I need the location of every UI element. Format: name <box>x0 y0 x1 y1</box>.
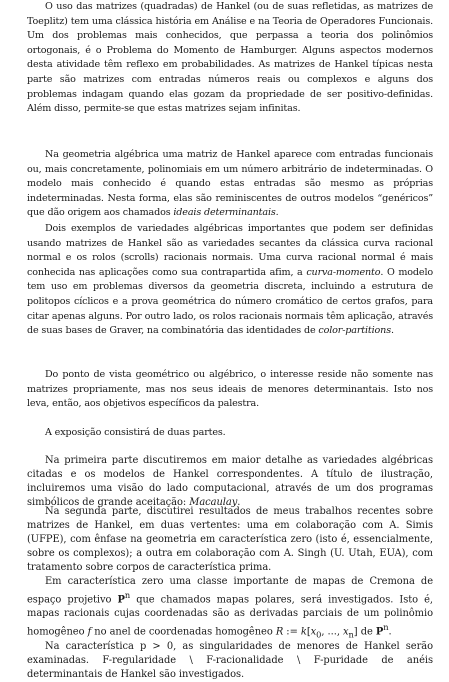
paragraph-characteristic-p <box>27 640 433 682</box>
superscript: n <box>124 589 131 600</box>
paragraph-text: Dois exemplos de variedades algébricas importantes que podem ser definidas usando matrizes de Hankel são as variedades secantes da clássica curva racional normal e os rolos (scrolls) racionais normais. Uma curva racional normal é mais conhecida nas aplicações como sua contrapartida afim, a <box>27 223 433 278</box>
emphasis-color-partitions: color-partitions <box>318 325 391 337</box>
paragraph-algebraic-geometry <box>27 148 433 221</box>
math-symbol: R <box>275 626 284 638</box>
superscript: n <box>383 622 389 633</box>
paragraph-text: ] de <box>353 626 376 638</box>
paragraph-point-of-view <box>27 368 433 412</box>
math-symbol: x <box>343 626 349 638</box>
paragraph-text: . <box>390 325 394 337</box>
paragraph-exposition <box>27 426 433 441</box>
paragraph-text: Na primeira parte discutiremos em maior detalhe as variedades algébricas citadas e os modelos de Hankel correspondentes. A título de ilustração, incluiremos uma visão do lado computacional, através de um dos programas simbólicos de grande aceitação: <box>27 455 433 508</box>
emphasis-macaulay: Macaulay <box>189 496 238 508</box>
paragraph-text: [ <box>306 626 311 638</box>
math-symbol: f <box>87 626 92 638</box>
paragraph-text: Na segunda parte, discutirei resultados de meus trabalhos recentes sobre matrizes de Hankel, em duas vertentes: uma em colaboração com A. Simis (UFPE), com ênfase na geometria em característica zero (isto é, essencialmente, sobre os complexos); a outra em colaboração com A. Singh (U. Utah, EUA), com tratamento sobre corpos de característica prima. <box>27 506 433 573</box>
math-symbol: x <box>310 626 317 638</box>
paragraph-text: , ..., <box>321 626 343 638</box>
paragraph-text: . <box>237 496 241 508</box>
paragraph-text: . <box>388 626 392 638</box>
paragraph-examples <box>27 222 433 339</box>
paragraph-text: A exposição consistirá de duas partes. <box>45 427 226 438</box>
projective-space-symbol: P <box>375 626 384 638</box>
subscript: 0 <box>316 629 322 640</box>
paragraph-text: . <box>275 207 279 219</box>
paragraph-cremona-maps <box>27 575 433 642</box>
paragraph-text: no anel de coordenadas homogêneo <box>91 626 276 638</box>
paragraph-hankel-history <box>27 0 433 117</box>
subscript: n <box>348 629 354 640</box>
paragraph-second-part <box>27 505 433 575</box>
paragraph-text: que chamados mapas polares, será investigados. Isto é, mapas racionais cujas coordenadas são as derivadas parciais de um polinômio homogêneo <box>27 594 433 638</box>
paragraph-text: . O modelo tem uso em problemas diversos da geometria discreta, incluindo a estrutura de politopos cíclicos e a prova geométrica do número cromático de certos grafos, para citar apenas alguns. Por outro lado, os rolos racionais normais têm aplicação, através de suas bases de Graver, na combinatória das identidades de <box>27 266 433 337</box>
emphasis-curva-momento: curva-momento <box>306 266 381 278</box>
emphasis-ideais-determinantais: ideais determinantais <box>173 207 276 219</box>
paragraph-text: Em característica zero uma classe importante de mapas de Cremona de espaço projetivo <box>27 576 433 606</box>
paragraph-first-part <box>27 454 433 510</box>
paragraph-text: Na característica p > 0, as singularidades de menores de Hankel serão examinadas. F-regularidade \ F-racionalidade \ F-puridade de anéis determinantais de Hankel são investigados. <box>27 641 433 680</box>
paragraph-text: Do ponto de vista geométrico ou algébrico, o interesse reside não somente nas matrizes propriamente, mas nos seus ideais de menores determinantais. Isto nos leva, então, aos objetivos específicos da palestra. <box>27 369 433 410</box>
projective-space-symbol: P <box>117 594 125 606</box>
math-symbol: k <box>300 626 307 638</box>
paragraph-text: Na geometria algébrica uma matriz de Hankel aparece com entradas funcionais ou, mais concretamente, polinomiais em um número arbitrário de indeterminadas. O modelo mais conhecido é quando estas entradas são mesmo as próprias indeterminadas. Nesta forma, elas são reminiscentes de outros modelos “genéricos” que dão origem aos chamados <box>27 149 433 219</box>
paragraph-text: O uso das matrizes (quadradas) de Hankel (ou de suas refletidas, as matrizes de Toeplitz) tem uma clássica história em Análise e na Teoria de Operadores Funcionais. Um dos problemas mais conhecidos, que perpassa a teoria dos polinômios ortogonais, é o Problema do Momento de Hamburger. Alguns aspectos modernos desta atividade têm reflexo em probabilidades. As matrizes de Hankel típicas nesta parte são matrizes com entradas números reais ou complexos e alguns dos problemas indagam quando elas gozam da propriedade de ser positivo-definidas. Além disso, permite-se que estas matrizes sejam infinitas. <box>27 1 433 115</box>
paragraph-text: := <box>283 626 301 638</box>
